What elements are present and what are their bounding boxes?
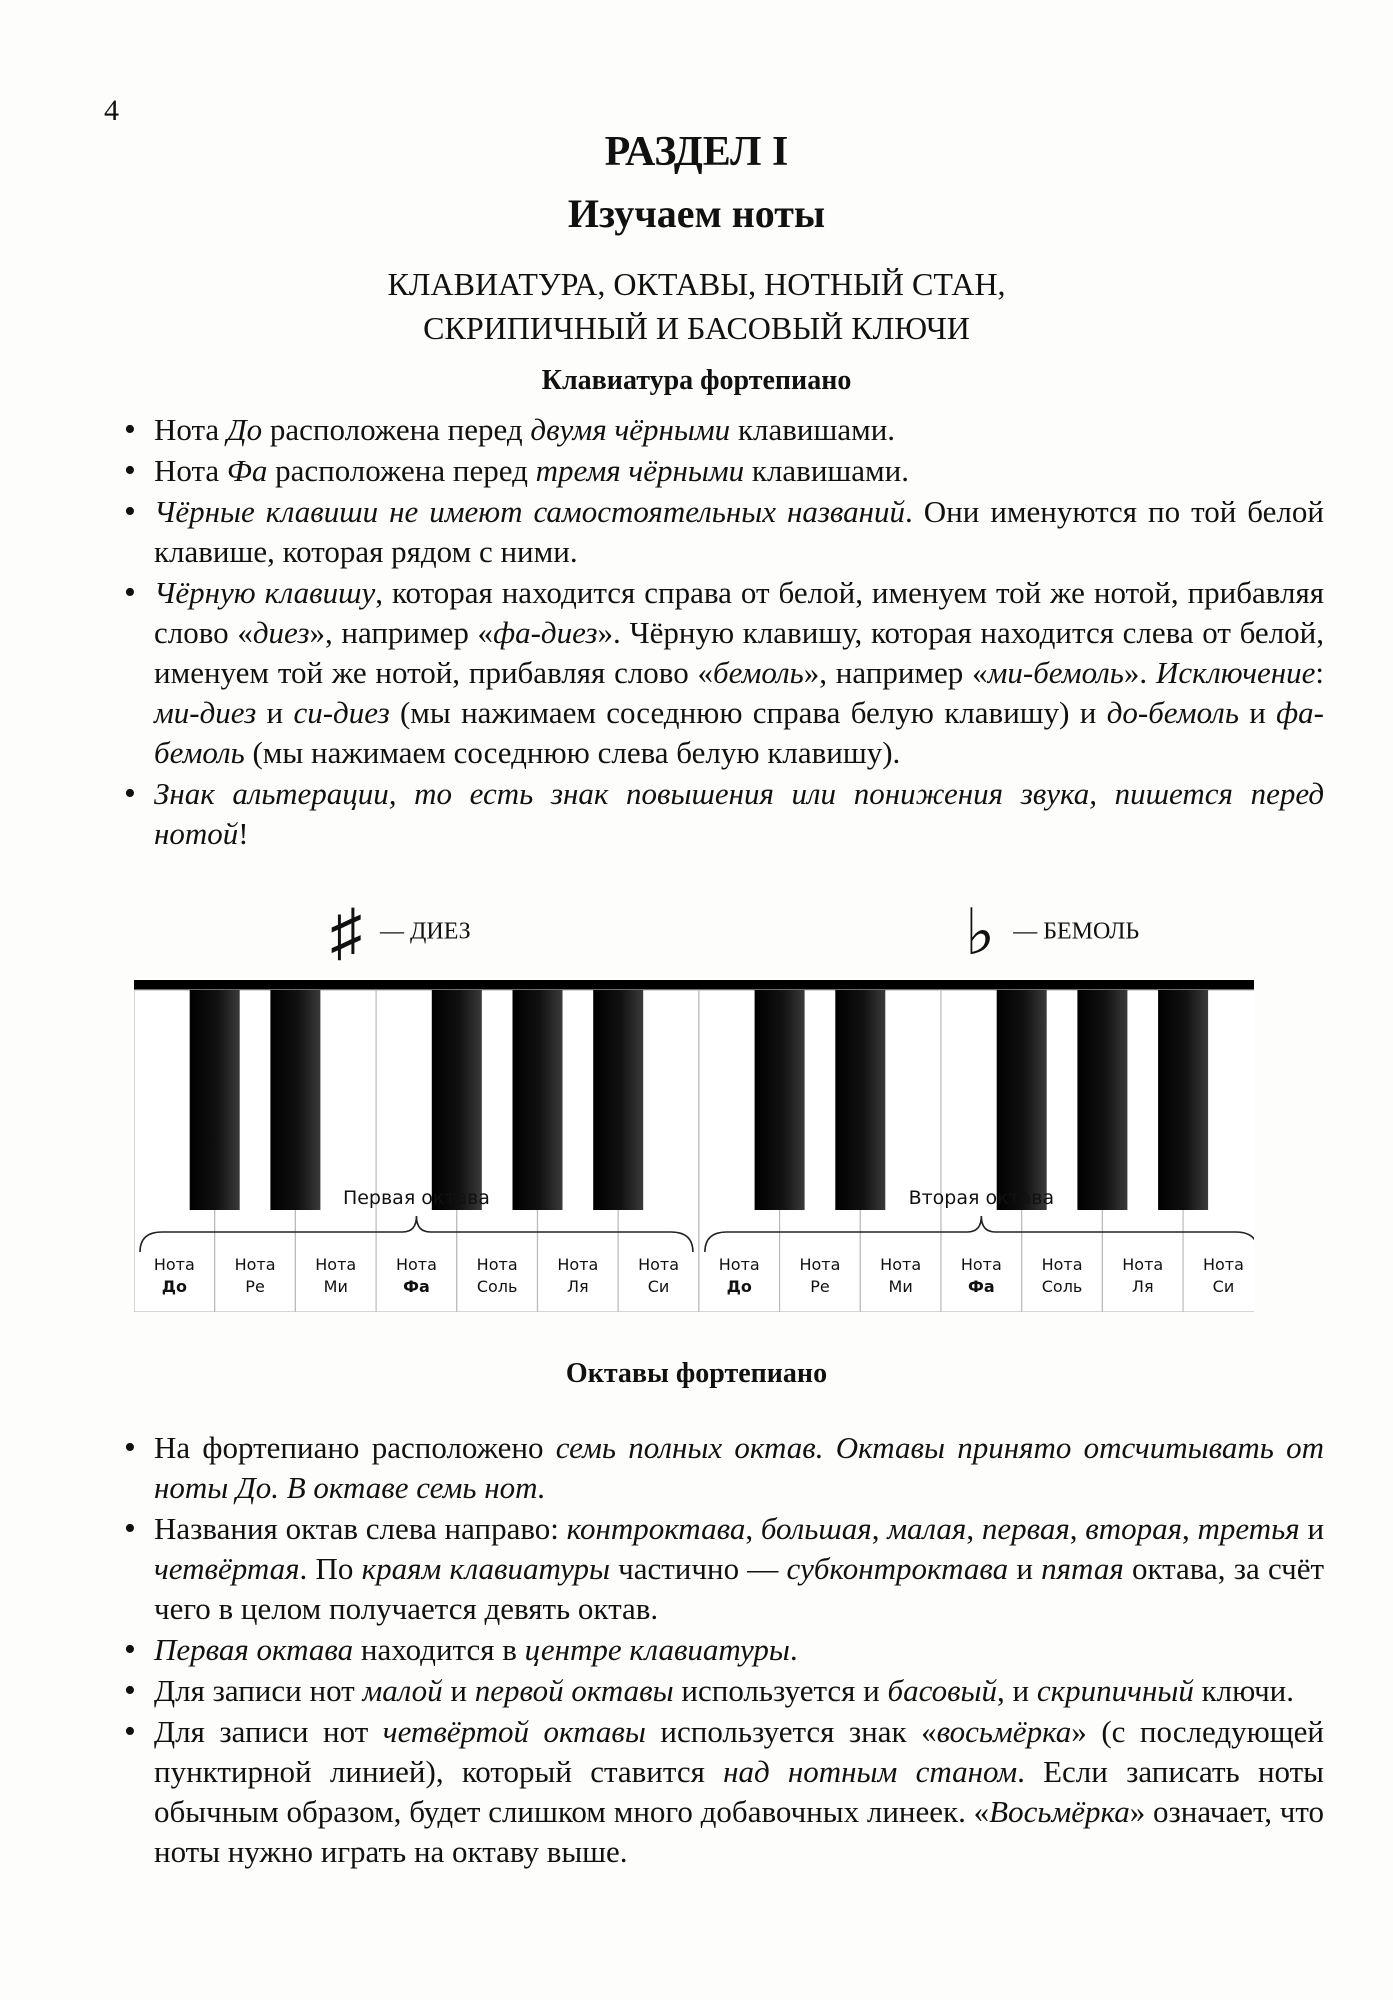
text-run: ». bbox=[1123, 655, 1156, 690]
text-run: . По bbox=[299, 1551, 362, 1586]
note-word: Нота bbox=[153, 1255, 195, 1274]
text-run: частично — bbox=[609, 1551, 787, 1586]
note-name: Ре bbox=[245, 1277, 265, 1296]
italic-run: Первая октава bbox=[154, 1632, 354, 1667]
black-key bbox=[1077, 990, 1127, 1210]
text-run: (мы нажимаем соседнюю слева белую клавишу). bbox=[244, 735, 901, 770]
italic-run: бемоль bbox=[713, 655, 804, 690]
bullet-item bbox=[124, 1671, 1324, 1711]
sharp-legend bbox=[330, 896, 471, 970]
note-word: Нота bbox=[1202, 1255, 1244, 1274]
italic-run: семь полных октав. Октавы принято отсчитывать от ноты До. В октаве семь нот. bbox=[154, 1430, 1324, 1505]
black-key bbox=[190, 990, 240, 1210]
italic-run: Исключение bbox=[1155, 655, 1316, 690]
note-name: Си bbox=[1212, 1277, 1235, 1296]
text-run: клавишами. bbox=[744, 453, 909, 488]
text-run: расположена перед bbox=[267, 453, 536, 488]
note-word: Нота bbox=[638, 1255, 680, 1274]
bullet-item bbox=[124, 1630, 1324, 1670]
italic-run: центре клавиатуры bbox=[524, 1632, 790, 1667]
note-word: Нота bbox=[557, 1255, 599, 1274]
italic-run: восьмёрка bbox=[936, 1714, 1072, 1749]
note-name: Си bbox=[647, 1277, 670, 1296]
italic-run: первая bbox=[981, 1511, 1070, 1546]
italic-run: двумя чёрными bbox=[530, 412, 731, 447]
italic-run: до-бемоль bbox=[1106, 695, 1239, 730]
note-name: Ля bbox=[567, 1277, 589, 1296]
text-run: , bbox=[966, 1511, 982, 1546]
text-run: используется знак « bbox=[645, 1714, 937, 1749]
octaves-heading: Октавы фортепиано bbox=[565, 1358, 828, 1389]
bullet-item bbox=[124, 1428, 1324, 1508]
note-word: Нота bbox=[395, 1255, 437, 1274]
bullet-item bbox=[124, 1509, 1324, 1629]
italic-run: диез bbox=[252, 615, 310, 650]
text-run: и bbox=[1008, 1551, 1042, 1586]
black-key bbox=[755, 990, 805, 1210]
octave-label: Вторая октава bbox=[908, 1187, 1055, 1209]
note-name: Ре bbox=[810, 1277, 830, 1296]
italic-run: краям клавиатуры bbox=[361, 1551, 610, 1586]
italic-run: контроктава bbox=[566, 1511, 746, 1546]
text-run: ». Чёрную клавишу, которая находится слева от белой, именуем той же нотой, прибавляя слово « bbox=[154, 615, 1325, 690]
note-word: Нота bbox=[1122, 1255, 1164, 1274]
note-name: До bbox=[726, 1277, 752, 1296]
italic-run: фа-бемоль bbox=[154, 695, 1324, 770]
text-run: », например « bbox=[309, 615, 494, 650]
sharp-label: — ДИЕЗ bbox=[380, 918, 471, 945]
italic-run: До bbox=[226, 412, 263, 447]
text-run: и bbox=[1238, 695, 1277, 730]
text-run: Нота bbox=[154, 453, 227, 488]
italic-run: тремя чёрными bbox=[535, 453, 745, 488]
bullet-item bbox=[124, 410, 1324, 450]
black-key bbox=[997, 990, 1047, 1210]
note-word: Нота bbox=[476, 1255, 518, 1274]
text-run: октава, за счёт чего в целом получается девять октав. bbox=[154, 1551, 1324, 1626]
italic-run: малая bbox=[887, 1511, 967, 1546]
italic-run: над нотным станом bbox=[723, 1754, 1018, 1789]
italic-run: Чёрные клавиши не имеют самостоятельных названий bbox=[154, 494, 906, 529]
bullet-item bbox=[124, 492, 1324, 572]
note-word: Нота bbox=[1041, 1255, 1083, 1274]
octave-label: Первая октава bbox=[342, 1187, 490, 1209]
text-run: , bbox=[1069, 1511, 1086, 1546]
italic-run: третья bbox=[1197, 1511, 1300, 1546]
note-name: Фа bbox=[968, 1277, 995, 1296]
text-run: и bbox=[256, 695, 294, 730]
text-run: , bbox=[745, 1511, 761, 1546]
italic-run: малой bbox=[362, 1673, 443, 1708]
bullet-item bbox=[124, 451, 1324, 491]
flat-icon: ♭ bbox=[965, 897, 996, 968]
bullet-item bbox=[124, 774, 1324, 854]
italic-run: басовый bbox=[887, 1673, 998, 1708]
text-run: и bbox=[1299, 1511, 1325, 1546]
text-run: » означает, что ноты нужно играть на октаву выше. bbox=[154, 1794, 1324, 1869]
text-run: расположена перед bbox=[262, 412, 531, 447]
black-key bbox=[835, 990, 885, 1210]
text-run: , bbox=[871, 1511, 888, 1546]
black-key bbox=[513, 990, 563, 1210]
note-word: Нота bbox=[234, 1255, 276, 1274]
note-word: Нота bbox=[718, 1255, 760, 1274]
text-run: . bbox=[789, 1632, 798, 1667]
italic-run: вторая bbox=[1085, 1511, 1183, 1546]
text-run: Нота bbox=[154, 412, 227, 447]
note-name: Ля bbox=[1131, 1277, 1154, 1296]
section-subtitle: Изучаем ноты bbox=[567, 191, 826, 236]
black-key bbox=[432, 990, 482, 1210]
black-key bbox=[1158, 990, 1208, 1210]
text-run: : bbox=[1315, 655, 1325, 690]
sharp-icon: ♯ bbox=[330, 897, 362, 968]
text-run: (мы нажимаем соседнюю справа белую клавишу) и bbox=[389, 695, 1107, 730]
text-run: » (с последующей пунктирной линией), который ставится bbox=[154, 1714, 1325, 1789]
text-run: . Они именуются по той белой клавише, которая рядом с ними. bbox=[154, 494, 1324, 569]
italic-run: ми-бемоль bbox=[987, 655, 1124, 690]
section-title: РАЗДЕЛ I bbox=[604, 129, 789, 175]
text-run: ключи. bbox=[1193, 1673, 1295, 1708]
text-run: . Если записать ноты обычным образом, будет слишком много добавочных линеек. « bbox=[154, 1754, 1324, 1829]
note-name: Соль bbox=[476, 1277, 518, 1296]
text-run: На фортепиано расположено bbox=[154, 1430, 556, 1465]
text-run: клавишами. bbox=[730, 412, 896, 447]
text-run: находится в bbox=[353, 1632, 525, 1667]
italic-run: большая bbox=[760, 1511, 872, 1546]
note-name: Ми bbox=[888, 1277, 913, 1296]
text-run: Для записи нот bbox=[154, 1714, 383, 1749]
italic-run: Восьмёрка bbox=[989, 1794, 1130, 1829]
flat-legend bbox=[965, 896, 1139, 970]
italic-run: пятая bbox=[1041, 1551, 1124, 1586]
page-number: 4 bbox=[104, 94, 119, 127]
octaves-bullet-list bbox=[124, 1428, 1324, 1873]
text-run: », например « bbox=[803, 655, 988, 690]
text-run: Названия октав слева направо: bbox=[154, 1511, 567, 1546]
keyboard-top-bar bbox=[134, 980, 1254, 990]
keyboard-bullet-list bbox=[124, 410, 1324, 855]
text-run: , и bbox=[997, 1673, 1037, 1708]
italic-run: фа-диез bbox=[493, 615, 598, 650]
text-run: , которая находится справа от белой, именуем той же нотой, прибавляя слово « bbox=[154, 575, 1325, 650]
black-key bbox=[593, 990, 643, 1210]
note-name: Фа bbox=[403, 1277, 430, 1296]
text-run: и bbox=[442, 1673, 475, 1708]
text-run: используется и bbox=[673, 1673, 888, 1708]
note-name: Соль bbox=[1041, 1277, 1083, 1296]
topic-line-1: КЛАВИАТУРА, ОКТАВЫ, НОТНЫЙ СТАН, bbox=[387, 266, 1006, 302]
text-run: ! bbox=[238, 816, 249, 851]
italic-run: скрипичный bbox=[1036, 1673, 1194, 1708]
black-key bbox=[270, 990, 320, 1210]
italic-run: первой октавы bbox=[474, 1673, 674, 1708]
piano-keyboard-diagram bbox=[134, 980, 1254, 1312]
italic-run: четвёртой октавы bbox=[382, 1714, 646, 1749]
topic-line-2: СКРИПИЧНЫЙ И БАСОВЫЙ КЛЮЧИ bbox=[423, 310, 970, 346]
italic-run: Знак альтерации, то есть знак повышения или понижения звука, пишется перед нотой bbox=[154, 776, 1324, 851]
note-word: Нота bbox=[880, 1255, 922, 1274]
italic-run: ми-диез bbox=[154, 695, 257, 730]
bullet-item bbox=[124, 573, 1324, 773]
topic-heading bbox=[0, 262, 1393, 350]
bullet-item bbox=[124, 1712, 1324, 1872]
note-word: Нота bbox=[799, 1255, 841, 1274]
note-word: Нота bbox=[960, 1255, 1002, 1274]
italic-run: Фа bbox=[226, 453, 268, 488]
text-run: , bbox=[1182, 1511, 1198, 1546]
italic-run: субконтроктава bbox=[786, 1551, 1009, 1586]
keyboard-heading: Клавиатура фортепиано bbox=[541, 365, 852, 396]
flat-label: — БЕМОЛЬ bbox=[1013, 918, 1140, 945]
note-word: Нота bbox=[315, 1255, 357, 1274]
text-run: Для записи нот bbox=[154, 1673, 363, 1708]
note-name: Ми bbox=[323, 1277, 348, 1296]
note-name: До bbox=[161, 1277, 187, 1296]
italic-run: Чёрную клавишу bbox=[154, 575, 376, 610]
italic-run: четвёртая bbox=[154, 1551, 300, 1586]
italic-run: си-диез bbox=[293, 695, 390, 730]
